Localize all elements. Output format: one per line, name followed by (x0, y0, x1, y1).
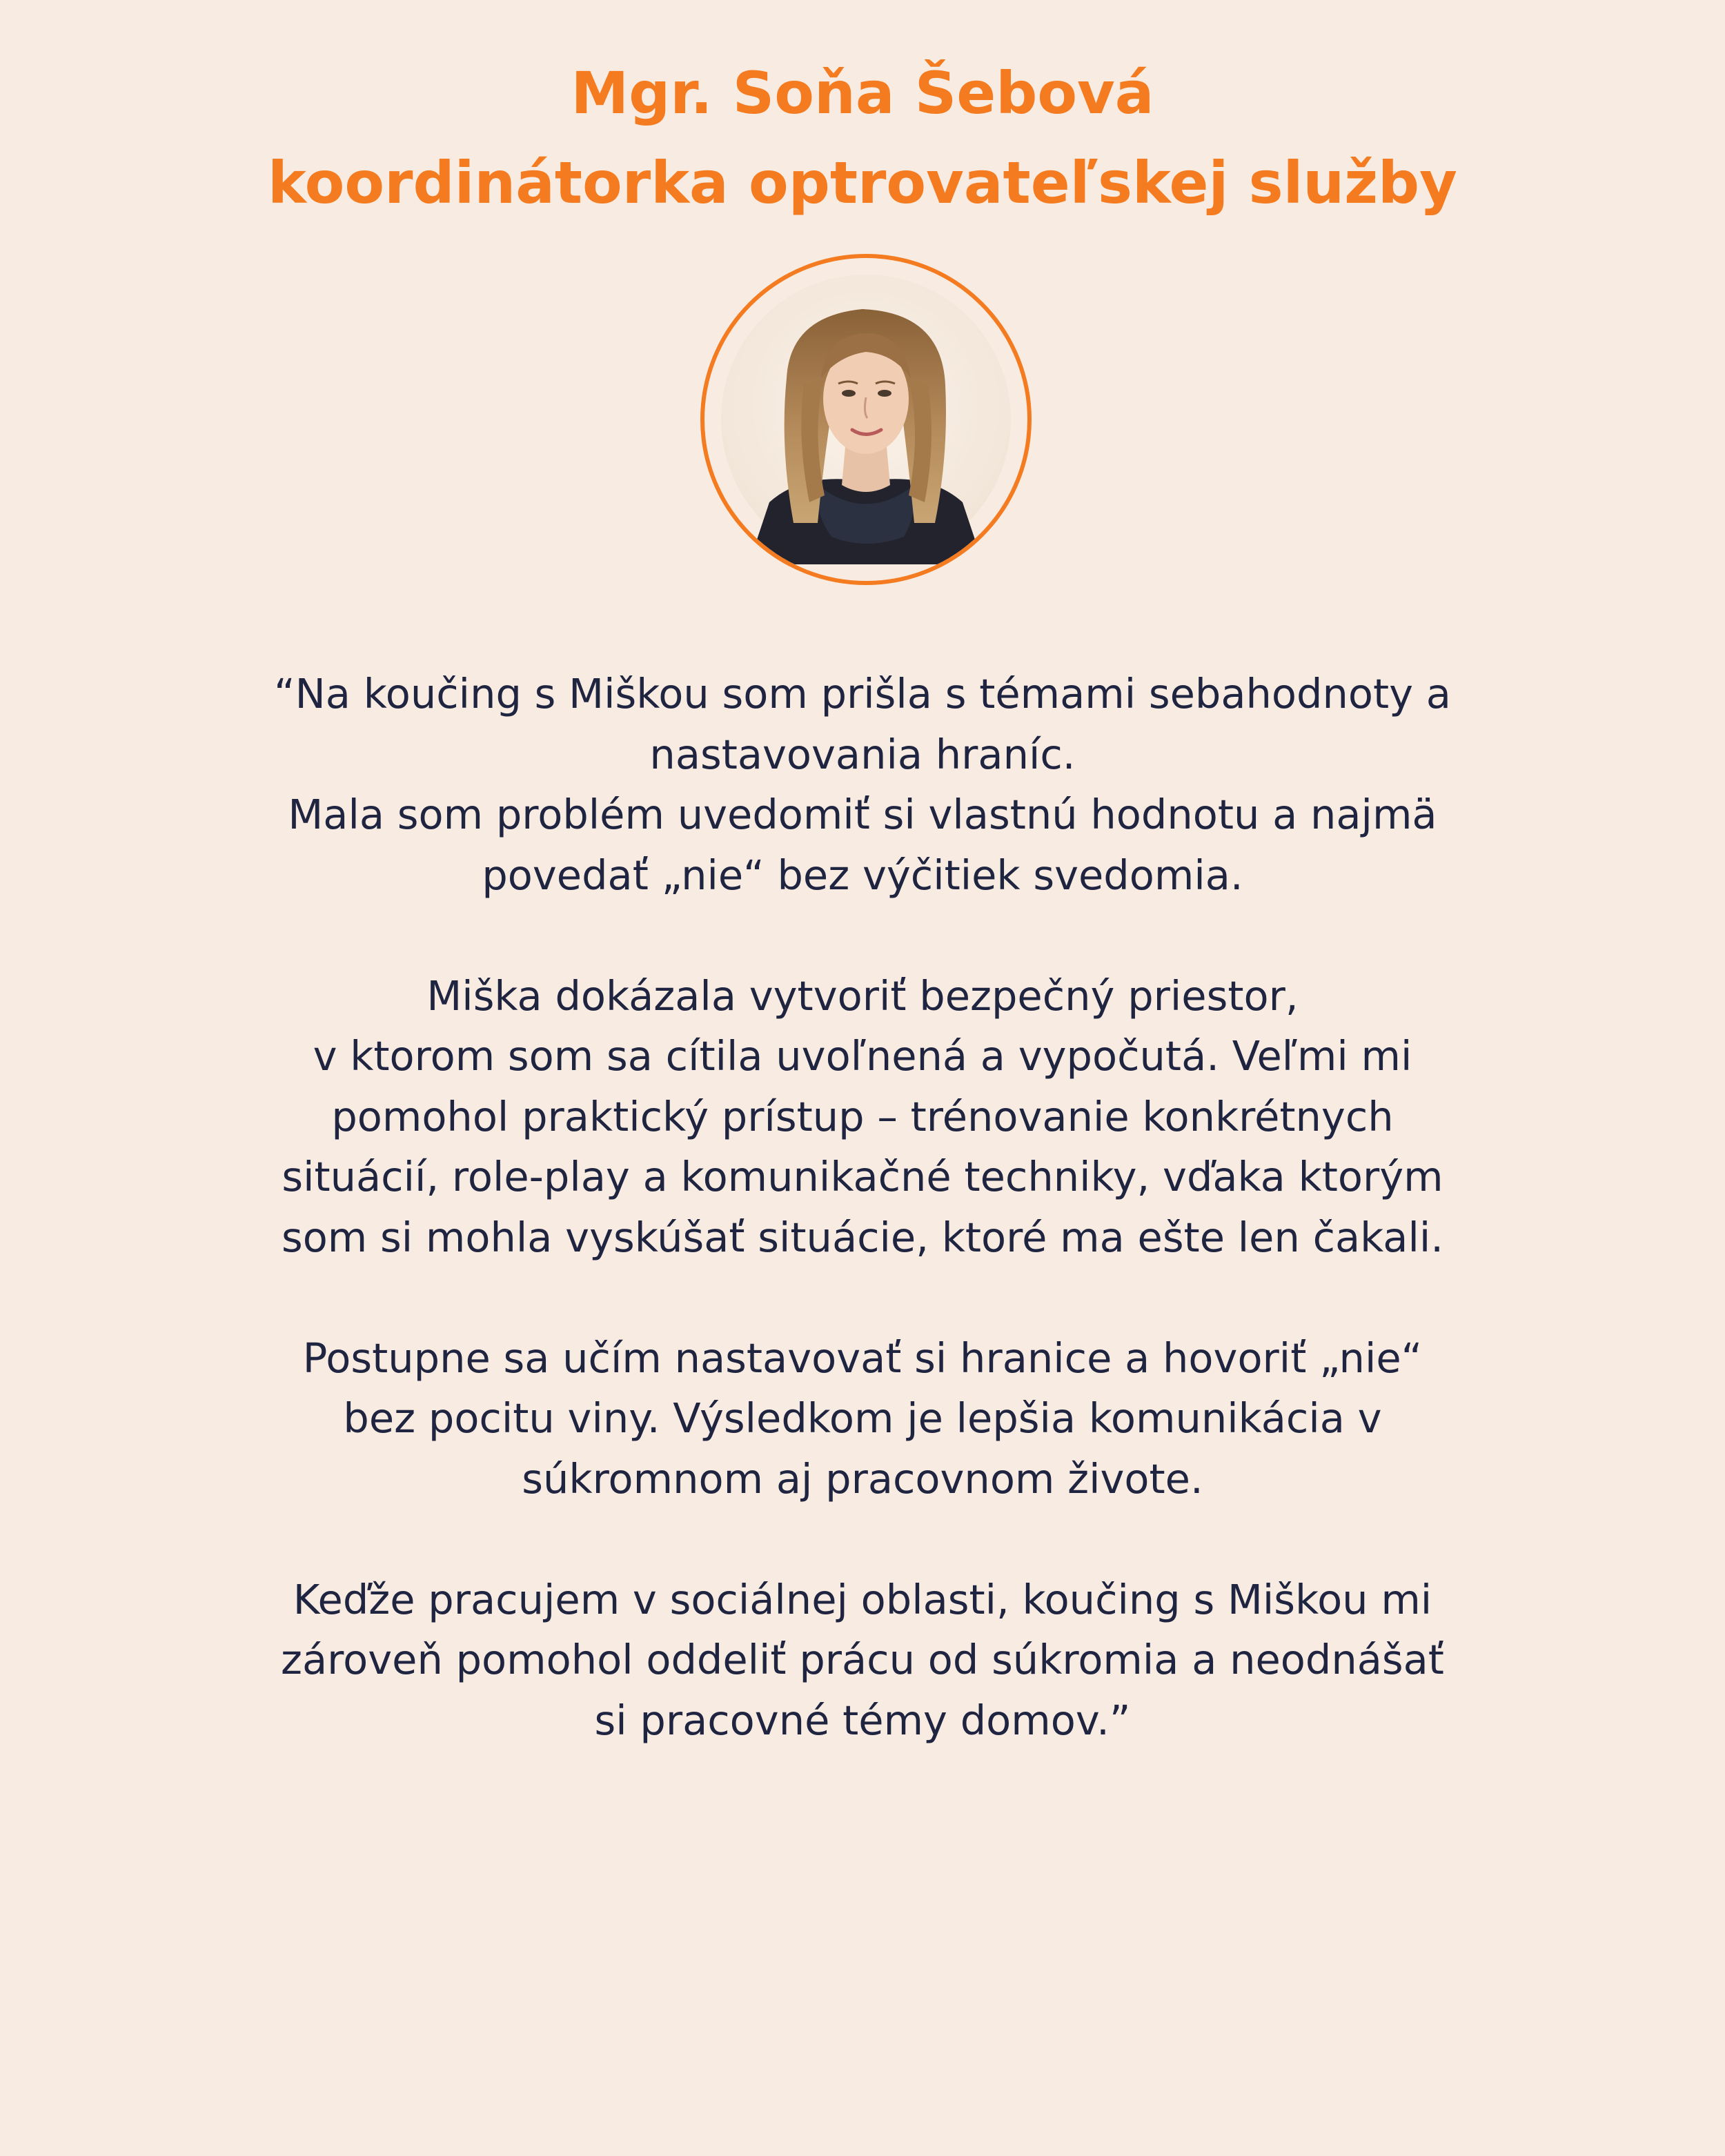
quote-line: bez pocitu viny. Výsledkom je lepšia komunikácia v (343, 1394, 1382, 1442)
quote-line: si pracovné témy domov.” (594, 1696, 1131, 1744)
quote-line: “Na koučing s Miškou som prišla s témami sebahodnoty a (274, 670, 1451, 718)
quote-line: v ktorom som sa cítila uvoľnená a vypočutá. Veľmi mi (313, 1032, 1412, 1080)
quote-line: nastavovania hraníc. (649, 730, 1076, 778)
quote-line: Mala som problém uvedomiť si vlastnú hodnotu a najmä (288, 791, 1437, 838)
quote-paragraph-2 (172, 966, 1552, 1268)
quote-line: pomohol praktický prístup – trénovanie konkrétnych (331, 1092, 1394, 1140)
quote-line: Keďže pracujem v sociálnej oblasti, koučing s Miškou mi (293, 1575, 1432, 1623)
quote-line: Postupne sa učím nastavovať si hranice a hovoriť „nie“ (302, 1334, 1423, 1382)
portrait-avatar (700, 254, 1032, 585)
quote-line: povedať „nie“ bez výčitiek svedomia. (482, 851, 1243, 899)
testimonial-quote (172, 664, 1552, 1750)
quote-line: súkromnom aj pracovnom živote. (522, 1454, 1203, 1503)
person-photo-icon (721, 275, 1011, 564)
person-role: koordinátorka optrovateľskej služby (268, 149, 1457, 217)
header (0, 48, 1725, 228)
quote-line: situácií, role-play a komunikačné techniky, vďaka ktorým (282, 1153, 1443, 1200)
quote-paragraph-4 (172, 1570, 1552, 1751)
quote-line: som si mohla vyskúšať situácie, ktoré ma ešte len čakali. (281, 1213, 1444, 1261)
quote-paragraph-1 (172, 664, 1552, 905)
quote-paragraph-3 (172, 1328, 1552, 1510)
quote-line: Miška dokázala vytvoriť bezpečný priestor, (426, 971, 1299, 1020)
quote-line: zároveň pomohol oddeliť prácu od súkromia a neodnášať (281, 1636, 1444, 1683)
person-name: Mgr. Soňa Šebová (571, 59, 1154, 127)
